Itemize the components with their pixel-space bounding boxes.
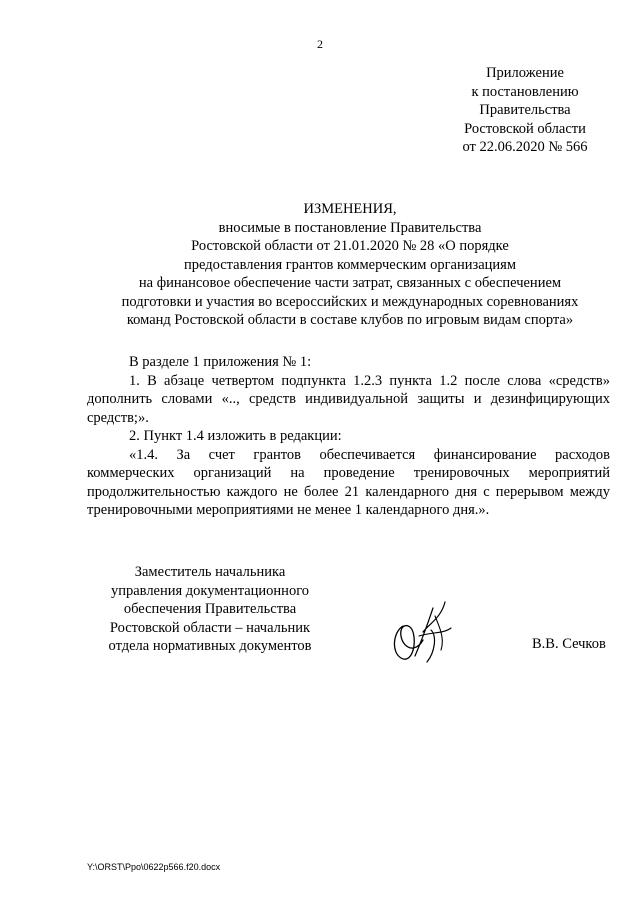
title-line: команд Ростовской области в составе клубов по игровым видам спорта» xyxy=(126,312,574,328)
title-line: предоставления грантов коммерческим организациям xyxy=(183,256,517,273)
appendix-line: от 22.06.2020 № 566 xyxy=(462,139,588,155)
document-title xyxy=(80,200,620,330)
appendix-line: Правительства xyxy=(479,102,571,118)
appendix-line: Ростовской области xyxy=(464,120,586,137)
handwritten-signature xyxy=(385,596,455,668)
page-number: 2 xyxy=(317,37,323,51)
signer-position-line: отдела нормативных документов xyxy=(108,638,312,654)
file-path: Y:\ORST\Ppo\0622p566.f20.docx xyxy=(87,862,221,872)
title-line: Ростовской области от 21.01.2020 № 28 «О порядке xyxy=(191,238,509,254)
body-item-1: 1. В абзаце четвертом подпункта 1.2.3 пункта 1.2 после слова «средств» дополнить словами «.., средств индивидуальной защиты и дезинфицирующих средств;». xyxy=(87,372,610,426)
signer-name: В.В. Сечков xyxy=(532,636,606,652)
title-line: подготовки и участия во всероссийских и международных соревнованиях xyxy=(121,293,579,310)
title-heading: ИЗМЕНЕНИЯ, xyxy=(303,201,397,217)
body-intro: В разделе 1 приложения № 1: xyxy=(129,354,312,370)
body-item-2-text: «1.4. За счет грантов обеспечивается финансирование расходов коммерческих организаций на проведение тренировочных мероприятий продолжительностью каждого не более 21 календарного дня с перерывом между тренировочными мероприятиями не менее 1 календарного дня.». xyxy=(87,446,610,518)
signer-position-line: обеспечения Правительства xyxy=(123,601,297,617)
appendix-line: Приложение xyxy=(486,65,564,81)
signer-position xyxy=(95,563,325,656)
signer-position-line: управления документационного xyxy=(110,582,310,599)
appendix-header xyxy=(430,64,620,157)
title-line: вносимые в постановление Правительства xyxy=(218,219,482,236)
signer-position-line: Ростовской области – начальник xyxy=(109,619,311,636)
title-line: на финансовое обеспечение части затрат, связанных с обеспечением xyxy=(138,275,562,291)
document-body xyxy=(87,353,610,520)
appendix-line: к постановлению xyxy=(471,83,579,100)
signer-position-line: Заместитель начальника xyxy=(134,564,286,580)
body-item-2: 2. Пункт 1.4 изложить в редакции: xyxy=(129,428,342,444)
